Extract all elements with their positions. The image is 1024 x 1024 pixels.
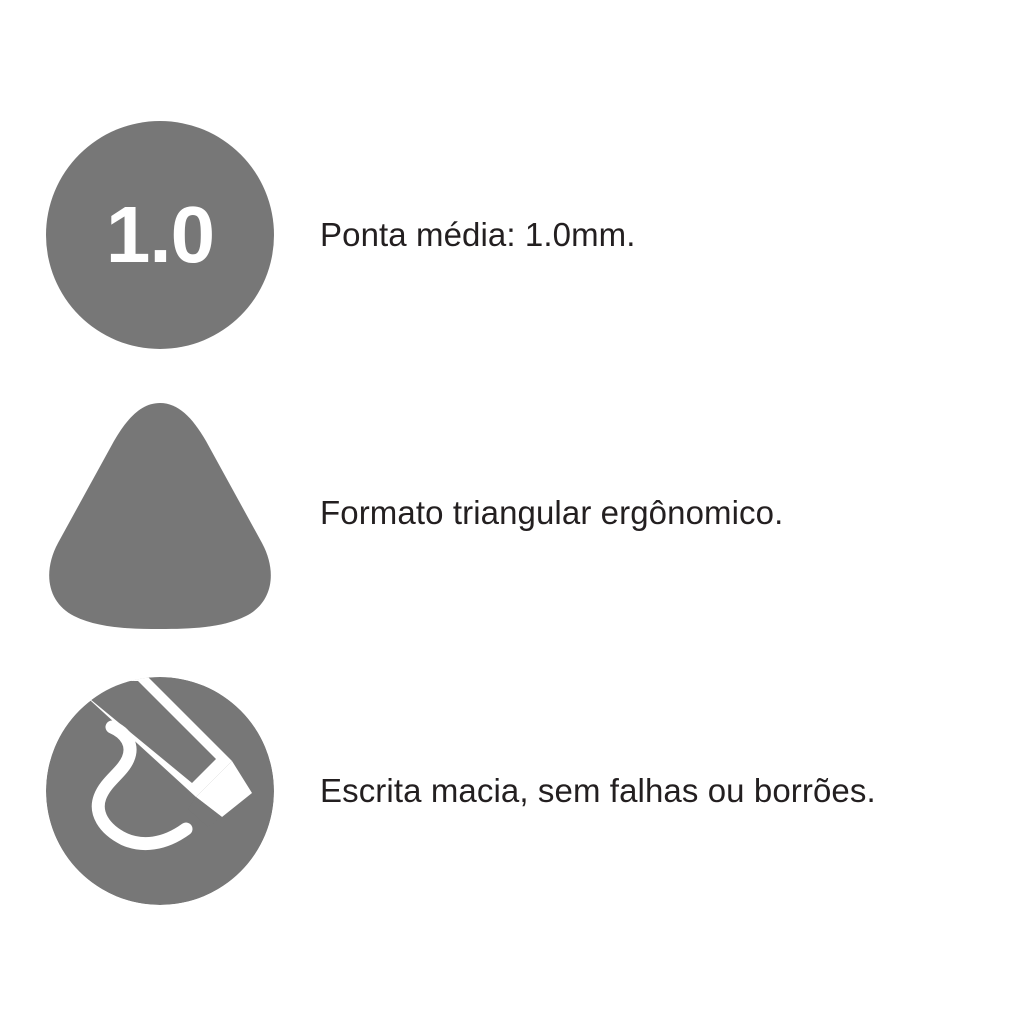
rounded-triangle-icon — [40, 397, 280, 629]
feature-row — [0, 652, 1024, 930]
feature-label: Ponta média: 1.0mm. — [320, 216, 636, 254]
feature-label: Escrita macia, sem falhas ou borrões. — [320, 772, 876, 810]
feature-icon-cell — [0, 374, 320, 652]
feature-icon-cell — [0, 652, 320, 930]
feature-list — [0, 96, 1024, 930]
circle-tip-size-icon — [46, 121, 274, 349]
feature-icon-cell — [0, 96, 320, 374]
feature-label: Formato triangular ergônomico. — [320, 494, 784, 532]
tip-size-label: 1.0 — [105, 190, 215, 279]
feature-row — [0, 96, 1024, 374]
pen-writing-circle-icon — [46, 677, 274, 905]
feature-row — [0, 374, 1024, 652]
